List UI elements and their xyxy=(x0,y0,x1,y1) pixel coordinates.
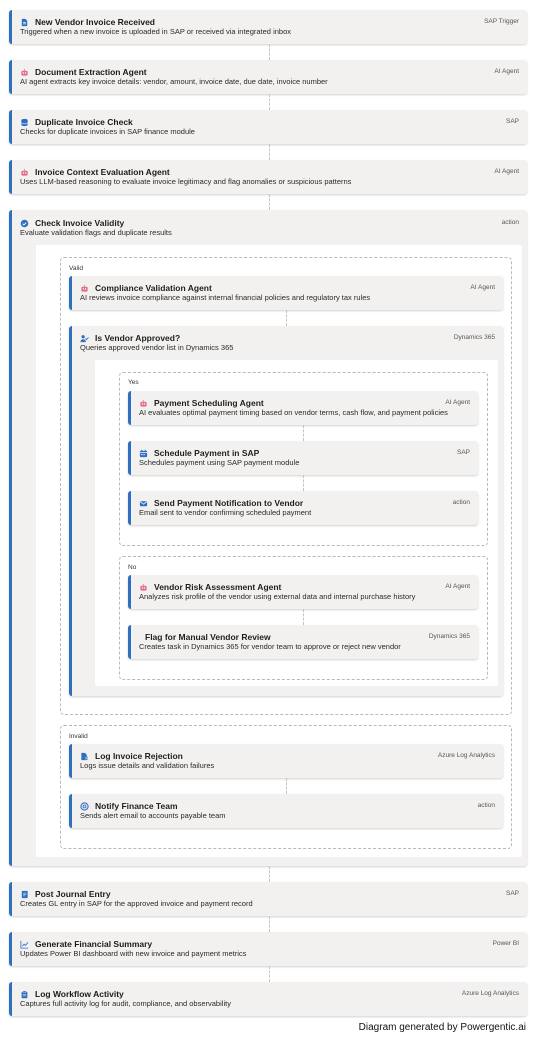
step-title: Check Invoice Validity xyxy=(35,218,125,228)
step-tag: action xyxy=(477,802,495,809)
step-tag: Power BI xyxy=(492,940,519,947)
step-title: Document Extraction Agent xyxy=(35,67,147,77)
robot-icon xyxy=(139,399,148,408)
connector xyxy=(303,609,304,625)
step-send-notification[interactable] xyxy=(128,491,478,525)
step-tag: SAP xyxy=(456,449,470,456)
step-title: Notify Finance Team xyxy=(95,801,178,811)
step-compliance-validation[interactable] xyxy=(69,276,503,310)
step-check-validity[interactable] xyxy=(9,210,527,866)
step-tag: AI Agent xyxy=(445,583,470,590)
step-tag: SAP Trigger xyxy=(484,18,519,25)
step-title: Generate Financial Summary xyxy=(35,939,153,949)
step-tag: SAP xyxy=(505,890,519,897)
step-title: Send Payment Notification to Vendor xyxy=(154,498,304,508)
step-description: Creates GL entry in SAP for the approved invoice and payment record xyxy=(20,899,253,908)
robot-icon xyxy=(20,68,29,77)
step-log-activity[interactable] xyxy=(9,982,527,1016)
step-description: AI evaluates optimal payment timing based on vendor terms, cash flow, and payment policies xyxy=(139,408,448,417)
step-tag: SAP xyxy=(505,118,519,125)
connector xyxy=(286,310,287,326)
step-title: Compliance Validation Agent xyxy=(95,283,212,293)
database-icon xyxy=(20,118,29,127)
step-tag: Dynamics 365 xyxy=(428,633,470,640)
connector xyxy=(303,425,304,441)
clipboard-icon xyxy=(20,990,29,999)
step-tag: Azure Log Analytics xyxy=(437,752,495,759)
connector xyxy=(269,916,270,932)
step-manual-review[interactable] xyxy=(128,625,478,659)
step-title: Vendor Risk Assessment Agent xyxy=(154,582,282,592)
step-tag: Azure Log Analytics xyxy=(461,990,519,997)
calendar-icon xyxy=(139,449,148,458)
step-schedule-payment[interactable] xyxy=(128,441,478,475)
at-sign-icon xyxy=(80,802,89,811)
step-description: Email sent to vendor confirming scheduled payment xyxy=(139,508,312,517)
step-tag: Dynamics 365 xyxy=(453,334,495,341)
step-post-journal[interactable] xyxy=(9,882,527,916)
branch-label: Yes xyxy=(128,379,139,386)
yes-branch xyxy=(119,372,488,546)
branch-label: Invalid xyxy=(69,733,88,740)
step-tag: action xyxy=(501,219,519,226)
step-payment-scheduling[interactable] xyxy=(128,391,478,425)
footer-attribution: Diagram generated by Powergentic.ai xyxy=(358,1022,526,1033)
step-title: Log Workflow Activity xyxy=(35,989,124,999)
step-description: AI agent extracts key invoice details: vendor, amount, invoice date, due date, invoice number xyxy=(20,77,328,86)
step-description: Triggered when a new invoice is uploaded in SAP or received via integrated inbox xyxy=(20,27,291,36)
step-description: Creates task in Dynamics 365 for vendor team to approve or reject new vendor xyxy=(139,642,401,651)
step-description: Logs issue details and validation failures xyxy=(80,761,215,770)
step-tag: AI Agent xyxy=(470,284,495,291)
branch-label: Valid xyxy=(69,265,83,272)
step-description: Schedules payment using SAP payment module xyxy=(139,458,300,467)
branches-container xyxy=(36,245,522,857)
step-notify-finance[interactable] xyxy=(69,794,503,828)
step-log-rejection[interactable] xyxy=(69,744,503,778)
document-icon xyxy=(20,18,29,27)
step-tag: AI Agent xyxy=(445,399,470,406)
step-title: Duplicate Invoice Check xyxy=(35,117,133,127)
connector xyxy=(269,866,270,882)
step-title: Payment Scheduling Agent xyxy=(154,398,264,408)
step-description: Queries approved vendor list in Dynamics 365 xyxy=(80,343,234,352)
file-x-icon xyxy=(80,752,89,761)
connector xyxy=(269,44,270,60)
step-document-extraction[interactable] xyxy=(9,60,527,94)
step-risk-assessment[interactable] xyxy=(128,575,478,609)
check-circle-icon xyxy=(20,219,29,228)
step-description: AI reviews invoice compliance against internal financial policies and regulatory tax rules xyxy=(80,293,371,302)
robot-icon xyxy=(139,583,148,592)
step-description: Updates Power BI dashboard with new invoice and payment metrics xyxy=(20,949,247,958)
step-description: Checks for duplicate invoices in SAP finance module xyxy=(20,127,195,136)
step-title: Post Journal Entry xyxy=(35,889,111,899)
step-tag: AI Agent xyxy=(494,68,519,75)
step-description: Uses LLM-based reasoning to evaluate invoice legitimacy and flag anomalies or suspicious patterns xyxy=(20,177,352,186)
step-description: Analyzes risk profile of the vendor using external data and internal purchase history xyxy=(139,592,416,601)
step-description: Evaluate validation flags and duplicate results xyxy=(20,228,172,237)
robot-icon xyxy=(80,284,89,293)
step-title: Is Vendor Approved? xyxy=(95,333,181,343)
step-description: Captures full activity log for audit, compliance, and observability xyxy=(20,999,231,1008)
vendor-branches-container xyxy=(95,360,498,686)
connector xyxy=(269,144,270,160)
step-context-evaluation[interactable] xyxy=(9,160,527,194)
step-title: Schedule Payment in SAP xyxy=(154,448,260,458)
valid-branch xyxy=(60,257,512,715)
connector xyxy=(269,194,270,210)
step-title: Invoice Context Evaluation Agent xyxy=(35,167,170,177)
step-tag: AI Agent xyxy=(494,168,519,175)
step-description: Sends alert email to accounts payable team xyxy=(80,811,226,820)
branch-label: No xyxy=(128,564,137,571)
step-title: New Vendor Invoice Received xyxy=(35,17,155,27)
ledger-icon xyxy=(20,890,29,899)
invalid-branch xyxy=(60,725,512,849)
step-invoice-received[interactable] xyxy=(9,10,527,44)
connector xyxy=(269,94,270,110)
mail-icon xyxy=(139,499,148,508)
connector xyxy=(303,475,304,491)
step-tag: action xyxy=(452,499,470,506)
user-check-icon xyxy=(80,334,89,343)
robot-icon xyxy=(20,168,29,177)
no-branch xyxy=(119,556,488,680)
step-vendor-approved[interactable] xyxy=(69,326,503,696)
step-duplicate-check[interactable] xyxy=(9,110,527,144)
connector xyxy=(286,778,287,794)
step-financial-summary[interactable] xyxy=(9,932,527,966)
connector xyxy=(269,966,270,982)
step-title: Flag for Manual Vendor Review xyxy=(145,632,271,642)
step-title: Log Invoice Rejection xyxy=(95,751,183,761)
chart-icon xyxy=(20,940,29,949)
